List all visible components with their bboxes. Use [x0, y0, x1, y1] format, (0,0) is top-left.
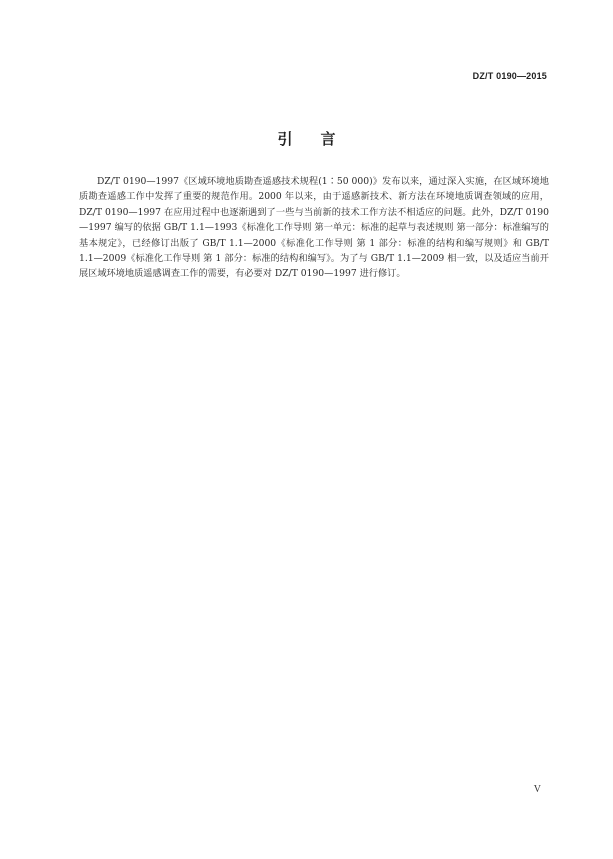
- page-title-char-1: 引: [277, 130, 293, 148]
- page-number: V: [533, 784, 541, 795]
- standard-code: DZ/T 0190—2015: [472, 71, 547, 81]
- page-title: [0, 128, 613, 149]
- page-title-char-2: 言: [320, 130, 336, 148]
- introduction-paragraph: DZ/T 0190—1997《区域环境地质勘查遥感技术规程(1∶50 000)》发布以来，通过深入实施，在区域环境地质勘查遥感工作中发挥了重要的规范作用。2000 年以来，由于遥感新技术、新方法在环境地质调查领域的应用，DZ/T 0190—1997 在应用过程中也逐渐遇到了一些与当前新的技术工作方法不相适应的问题。此外，DZ/T 0190—1997 编写的依据 GB/T 1.1—1993《标准化工作导则 第一单元：标准的起草与表述规则 第一部分：标准编写的基本规定》，已经修订出版了 GB/T 1.1—2000《标准化工作导则 第 1 部分：标准的结构和编写规则》和 GB/T 1.1—2009《标准化工作导则 第 1 部分：标准的结构和编写》。为了与 GB/T 1.1—2009 相一致，以及适应当前开展区域环境地质遥感调查工作的需要，有必要对 DZ/T 0190—1997 进行修订。: [79, 176, 549, 280]
